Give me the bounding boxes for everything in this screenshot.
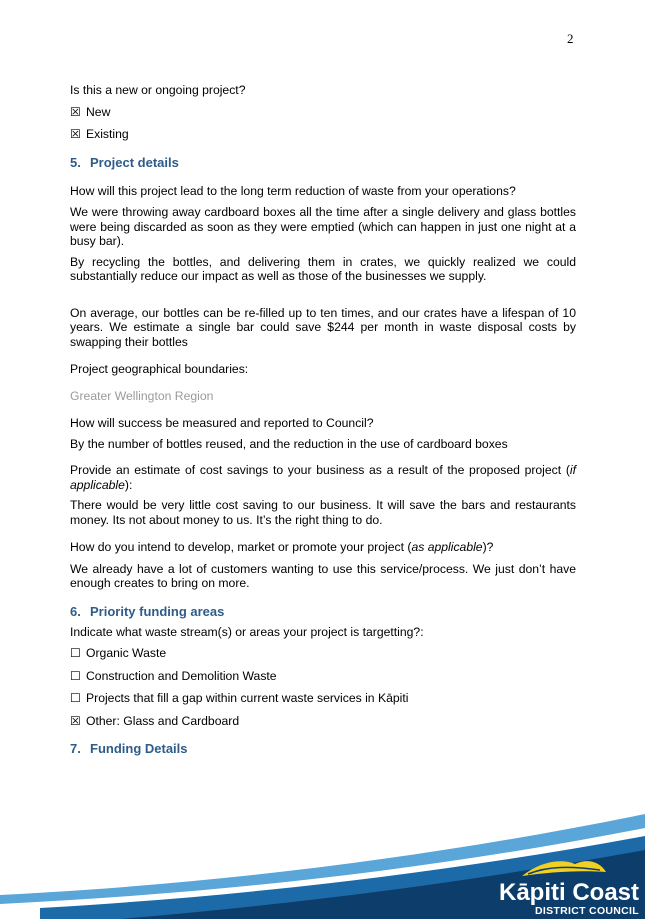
checked-box-icon: ☒ (70, 104, 81, 119)
checked-box-icon: ☒ (70, 127, 81, 141)
checkbox-label: Construction and Demolition Waste (86, 668, 277, 683)
section-heading-project-details: 5. Project details (70, 154, 179, 170)
document-body (70, 83, 576, 757)
answer-success-measure: By the number of bottles reused, and the reduction in the use of cardboard boxes (70, 436, 508, 451)
checkbox-label: Organic Waste (86, 646, 167, 660)
question-success-measure: How will success be measured and reported to Council? (70, 416, 374, 430)
answer-waste-reduction-2: By recycling the bottles, and delivering them in crates, we quickly realized we could substantially reduce our impact as well as those of the businesses we supply. (70, 254, 576, 283)
checkbox-label: Existing (86, 127, 129, 141)
section-heading-funding-details: 7. Funding Details (70, 741, 188, 756)
checked-box-icon: ☒ (70, 713, 81, 728)
question-waste-streams: Indicate what waste stream(s) or areas your project is targetting?: (70, 624, 424, 639)
question-cost-savings: Provide an estimate of cost savings to your business as a result of the proposed project (if applicable): (70, 463, 576, 492)
checkbox-label: Other: Glass and Cardboard (86, 713, 240, 728)
checkbox-label: New (86, 104, 111, 119)
question-geographical-boundaries: Project geographical boundaries: (70, 362, 249, 376)
footer-banner (0, 800, 645, 919)
answer-geographical-boundaries: Greater Wellington Region (70, 388, 214, 403)
answer-waste-reduction-3: On average, our bottles can be re-filled up to ten times, and our crates have a lifespan of 10 years. We estimate a single bar could save $244 per month in waste disposal costs by swapping their bottles (70, 305, 576, 349)
logo-title: Kāpiti Coast (498, 879, 639, 906)
checkbox-label: Projects that fill a gap within current waste services in Kāpiti (86, 691, 409, 705)
checkbox-construction-waste[interactable] (70, 669, 576, 684)
checkbox-other[interactable] (70, 714, 576, 729)
question-waste-reduction: How will this project lead to the long term reduction of waste from your operations? (70, 183, 516, 198)
question-promotion: How do you intend to develop, market or promote your project (as applicable)? (70, 540, 494, 554)
checkbox-gap-projects[interactable] (70, 691, 576, 706)
answer-cost-savings: There would be very little cost saving to our business. It will save the bars and restaurants money. Its not about money to us. It’s the right thing to do. (70, 498, 576, 527)
logo-subtitle: DISTRICT COUNCIL (535, 905, 639, 917)
checkbox-new[interactable] (70, 105, 576, 120)
answer-promotion: We already have a lot of customers wanting to use this service/process. We just don’t have enough creates to bring on more. (70, 561, 576, 590)
answer-waste-reduction-1: We were throwing away cardboard boxes all the time after a single delivery and glass bottles were being discarded as soon as they were emptied (which can happen in just one night at a busy bar). (70, 205, 576, 248)
checkbox-organic-waste[interactable] (70, 646, 576, 661)
question-new-or-ongoing: Is this a new or ongoing project? (70, 83, 246, 97)
checkbox-existing[interactable] (70, 127, 576, 142)
page-number: 2 (567, 31, 574, 46)
empty-box-icon: ☐ (70, 668, 81, 683)
empty-box-icon: ☐ (70, 691, 81, 705)
section-heading-priority-funding: 6. Priority funding areas (70, 603, 225, 619)
empty-box-icon: ☐ (70, 646, 81, 660)
